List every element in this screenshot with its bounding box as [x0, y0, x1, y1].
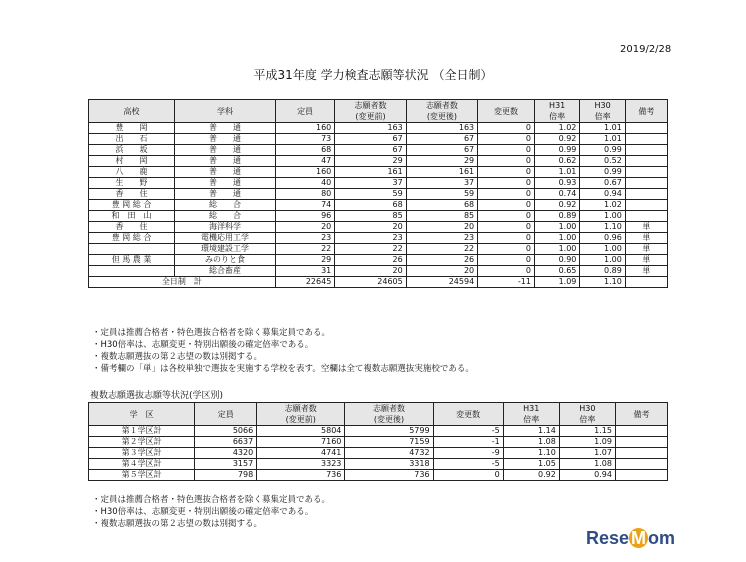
cell-course: 総 合 [175, 211, 276, 222]
cell-after: 68 [406, 200, 477, 211]
cell-school: 香 住 [89, 222, 175, 233]
cell-before: 4741 [257, 448, 345, 459]
table-row [89, 211, 668, 222]
cell-note [615, 448, 667, 459]
cell-h31: 1.14 [503, 426, 559, 437]
cell-cap: 22 [275, 244, 334, 255]
cell-cap: 40 [275, 178, 334, 189]
total-after: 24594 [406, 277, 477, 288]
notes-block-2 [92, 494, 330, 530]
table-row [89, 426, 668, 437]
cell-h30: 1.01 [580, 123, 625, 134]
cell-chg: 0 [478, 244, 535, 255]
cell-chg: -1 [433, 437, 503, 448]
table-row [89, 145, 668, 156]
note-line: ・定員は推薦合格者・特色選抜合格者を除く募集定員である。 [92, 328, 331, 338]
total-note [625, 277, 667, 288]
cell-before: 20 [335, 266, 406, 277]
cell-chg: 0 [478, 233, 535, 244]
cell-h31: 0.93 [534, 178, 579, 189]
cell-school: 浜 坂 [89, 145, 175, 156]
total-h31: 1.09 [534, 277, 579, 288]
header-cell: 志願者数 (変更前) [257, 403, 345, 426]
cell-course: みのりと食 [175, 255, 276, 266]
header-cell: H31 倍率 [534, 100, 579, 123]
cell-cap: 3157 [195, 459, 257, 470]
cell-h31: 0.62 [534, 156, 579, 167]
cell-chg: -9 [433, 448, 503, 459]
cell-after: 163 [406, 123, 477, 134]
header-cell: 志願者数 (変更前) [335, 100, 406, 123]
cell-after: 7159 [345, 437, 433, 448]
cell-h30: 1.00 [580, 255, 625, 266]
cell-before: 68 [335, 200, 406, 211]
cell-chg: 0 [478, 255, 535, 266]
cell-cap: 5066 [195, 426, 257, 437]
cell-h30: 1.09 [559, 437, 615, 448]
header-cell: H31 倍率 [503, 403, 559, 426]
cell-course: 環境建設工学 [175, 244, 276, 255]
cell-chg: 0 [478, 222, 535, 233]
header-cell: 変更数 [478, 100, 535, 123]
section-subtitle: 複数志願選抜志願等状況(学区別) [90, 391, 224, 401]
cell-course: 総 合 [175, 200, 276, 211]
cell-h31: 0.92 [534, 134, 579, 145]
cell-cap: 29 [275, 255, 334, 266]
total-chg: -11 [478, 277, 535, 288]
cell-before: 67 [335, 134, 406, 145]
total-row [89, 277, 668, 288]
table-row [89, 266, 668, 277]
cell-h31: 1.00 [534, 222, 579, 233]
cell-h30: 0.67 [580, 178, 625, 189]
cell-after: 26 [406, 255, 477, 266]
cell-h30: 1.10 [580, 222, 625, 233]
cell-h30: 0.52 [580, 156, 625, 167]
table-row [89, 189, 668, 200]
cell-note: 単 [625, 255, 667, 266]
table-row [89, 134, 668, 145]
cell-h30: 0.94 [580, 189, 625, 200]
table-row [89, 448, 668, 459]
cell-h30: 1.07 [559, 448, 615, 459]
district-table [88, 402, 668, 481]
cell-h30: 1.00 [580, 244, 625, 255]
cell-h31: 1.00 [534, 244, 579, 255]
cell-h30: 1.02 [580, 200, 625, 211]
cell-after: 67 [406, 134, 477, 145]
cell-course: 海洋科学 [175, 222, 276, 233]
table-row [89, 178, 668, 189]
cell-cap: 20 [275, 222, 334, 233]
cell-before: 7160 [257, 437, 345, 448]
header-cell: H30 倍率 [580, 100, 625, 123]
note-line: ・H30倍率は、志願変更・特別出願後の確定倍率である。 [92, 507, 314, 517]
cell-h31: 0.65 [534, 266, 579, 277]
cell-h31: 0.74 [534, 189, 579, 200]
cell-h30: 0.99 [580, 167, 625, 178]
cell-school: 但 馬 農 業 [89, 255, 175, 266]
cell-course: 普 通 [175, 123, 276, 134]
cell-chg: 0 [478, 134, 535, 145]
total-label: 全日制 計 [89, 277, 276, 288]
cell-note: 単 [625, 222, 667, 233]
cell-h30: 1.00 [580, 211, 625, 222]
cell-cap: 96 [275, 211, 334, 222]
cell-h31: 1.00 [534, 233, 579, 244]
cell-before: 3323 [257, 459, 345, 470]
cell-area: 第４学区計 [89, 459, 195, 470]
cell-before: 20 [335, 222, 406, 233]
cell-note [625, 167, 667, 178]
cell-chg: 0 [478, 189, 535, 200]
cell-chg: 0 [478, 156, 535, 167]
cell-after: 85 [406, 211, 477, 222]
cell-note [625, 145, 667, 156]
cell-before: 85 [335, 211, 406, 222]
cell-before: 26 [335, 255, 406, 266]
cell-chg: 0 [433, 470, 503, 481]
cell-cap: 74 [275, 200, 334, 211]
cell-h30: 1.15 [559, 426, 615, 437]
cell-school: 村 岡 [89, 156, 175, 167]
cell-note [625, 123, 667, 134]
cell-before: 23 [335, 233, 406, 244]
cell-after: 5799 [345, 426, 433, 437]
table-row [89, 200, 668, 211]
table-row [89, 233, 668, 244]
cell-after: 161 [406, 167, 477, 178]
cell-h30: 1.01 [580, 134, 625, 145]
cell-note [615, 470, 667, 481]
cell-after: 4732 [345, 448, 433, 459]
note-line: ・H30倍率は、志願変更・特別出願後の確定倍率である。 [92, 340, 314, 350]
table-row [89, 470, 668, 481]
note-line: ・複数志願選抜の第２志望の数は別掲する。 [92, 519, 263, 529]
cell-school [89, 244, 175, 255]
cell-before: 22 [335, 244, 406, 255]
cell-after: 37 [406, 178, 477, 189]
table-row [89, 222, 668, 233]
cell-h30: 0.89 [580, 266, 625, 277]
cell-after: 22 [406, 244, 477, 255]
header-cell: 備考 [615, 403, 667, 426]
cell-after: 736 [345, 470, 433, 481]
cell-school: 出 石 [89, 134, 175, 145]
cell-cap: 47 [275, 156, 334, 167]
cell-before: 59 [335, 189, 406, 200]
cell-note [615, 437, 667, 448]
cell-before: 37 [335, 178, 406, 189]
cell-school: 豊 岡 総 合 [89, 200, 175, 211]
cell-school: 香 住 [89, 189, 175, 200]
cell-cap: 160 [275, 123, 334, 134]
header-cell: 学 区 [89, 403, 195, 426]
cell-h31: 0.90 [534, 255, 579, 266]
header-cell: 変更数 [433, 403, 503, 426]
cell-course: 普 通 [175, 167, 276, 178]
cell-after: 59 [406, 189, 477, 200]
header-cell: 備考 [625, 100, 667, 123]
cell-after: 67 [406, 145, 477, 156]
cell-chg: 0 [478, 266, 535, 277]
cell-chg: 0 [478, 200, 535, 211]
cell-h30: 0.99 [580, 145, 625, 156]
cell-cap: 23 [275, 233, 334, 244]
cell-after: 20 [406, 222, 477, 233]
cell-before: 161 [335, 167, 406, 178]
header-cell: 学科 [175, 100, 276, 123]
cell-area: 第５学区計 [89, 470, 195, 481]
cell-h31: 1.01 [534, 167, 579, 178]
table-row [89, 244, 668, 255]
cell-after: 23 [406, 233, 477, 244]
cell-note: 単 [625, 266, 667, 277]
header-cell: 定員 [195, 403, 257, 426]
cell-note [625, 211, 667, 222]
note-line: ・複数志願選抜の第２志望の数は別掲する。 [92, 352, 263, 362]
document-date: 2019/2/28 [620, 44, 672, 55]
cell-area: 第２学区計 [89, 437, 195, 448]
cell-school: 豊 岡 総 合 [89, 233, 175, 244]
header-cell: 定員 [275, 100, 334, 123]
cell-cap: 6637 [195, 437, 257, 448]
table-row [89, 167, 668, 178]
cell-school: 和 田 山 [89, 211, 175, 222]
header-cell: 志願者数 (変更後) [406, 100, 477, 123]
cell-before: 29 [335, 156, 406, 167]
notes-block [92, 327, 474, 375]
cell-chg: 0 [478, 211, 535, 222]
cell-course: 普 通 [175, 134, 276, 145]
cell-note [625, 156, 667, 167]
cell-note [625, 134, 667, 145]
cell-note [625, 178, 667, 189]
cell-cap: 73 [275, 134, 334, 145]
cell-cap: 80 [275, 189, 334, 200]
cell-chg: 0 [478, 167, 535, 178]
table-row [89, 459, 668, 470]
cell-course: 普 通 [175, 145, 276, 156]
table-header-row [89, 403, 668, 426]
note-line: ・定員は推薦合格者・特色選抜合格者を除く募集定員である。 [92, 495, 331, 505]
total-h30: 1.10 [580, 277, 625, 288]
cell-area: 第３学区計 [89, 448, 195, 459]
cell-after: 3318 [345, 459, 433, 470]
cell-course: 普 通 [175, 156, 276, 167]
cell-note [625, 189, 667, 200]
cell-h31: 1.02 [534, 123, 579, 134]
cell-cap: 798 [195, 470, 257, 481]
header-cell: 志願者数 (変更後) [345, 403, 433, 426]
cell-cap: 4320 [195, 448, 257, 459]
note-line: ・備考欄の「単」は各校単独で選抜を実施する学校を表す。空欄は全て複数志願選抜実施校である。 [92, 364, 474, 374]
cell-cap: 68 [275, 145, 334, 156]
cell-school: 生 野 [89, 178, 175, 189]
cell-course: 電機応用工学 [175, 233, 276, 244]
cell-note [625, 200, 667, 211]
table-row [89, 156, 668, 167]
table-row [89, 255, 668, 266]
cell-course: 普 通 [175, 189, 276, 200]
cell-after: 29 [406, 156, 477, 167]
table-header-row [89, 100, 668, 123]
total-cap: 22645 [275, 277, 334, 288]
table-row [89, 437, 668, 448]
document-title: 平成31年度 学力検査志願等状況 （全日制） [253, 68, 493, 82]
cell-school [89, 266, 175, 277]
cell-cap: 160 [275, 167, 334, 178]
resemom-logo: Rese M om [586, 528, 676, 548]
table-row [89, 123, 668, 134]
cell-before: 5804 [257, 426, 345, 437]
total-before: 24605 [335, 277, 406, 288]
cell-chg: 0 [478, 145, 535, 156]
cell-before: 67 [335, 145, 406, 156]
cell-note [615, 459, 667, 470]
cell-h30: 0.94 [559, 470, 615, 481]
cell-h31: 0.92 [534, 200, 579, 211]
cell-h31: 1.08 [503, 437, 559, 448]
cell-chg: 0 [478, 123, 535, 134]
header-cell: H30 倍率 [559, 403, 615, 426]
cell-before: 163 [335, 123, 406, 134]
cell-h31: 1.05 [503, 459, 559, 470]
cell-after: 20 [406, 266, 477, 277]
cell-note: 単 [625, 244, 667, 255]
application-table [88, 99, 668, 288]
cell-school: 八 鹿 [89, 167, 175, 178]
cell-h31: 0.99 [534, 145, 579, 156]
cell-h30: 1.08 [559, 459, 615, 470]
cell-h31: 0.92 [503, 470, 559, 481]
cell-cap: 31 [275, 266, 334, 277]
cell-before: 736 [257, 470, 345, 481]
cell-area: 第１学区計 [89, 426, 195, 437]
cell-h31: 1.10 [503, 448, 559, 459]
cell-h31: 0.89 [534, 211, 579, 222]
header-cell: 高校 [89, 100, 175, 123]
cell-chg: -5 [433, 459, 503, 470]
cell-chg: -5 [433, 426, 503, 437]
cell-course: 普 通 [175, 178, 276, 189]
cell-note: 単 [625, 233, 667, 244]
cell-chg: 0 [478, 178, 535, 189]
cell-h30: 0.96 [580, 233, 625, 244]
cell-course: 総合畜産 [175, 266, 276, 277]
cell-school: 豊 岡 [89, 123, 175, 134]
cell-note [615, 426, 667, 437]
